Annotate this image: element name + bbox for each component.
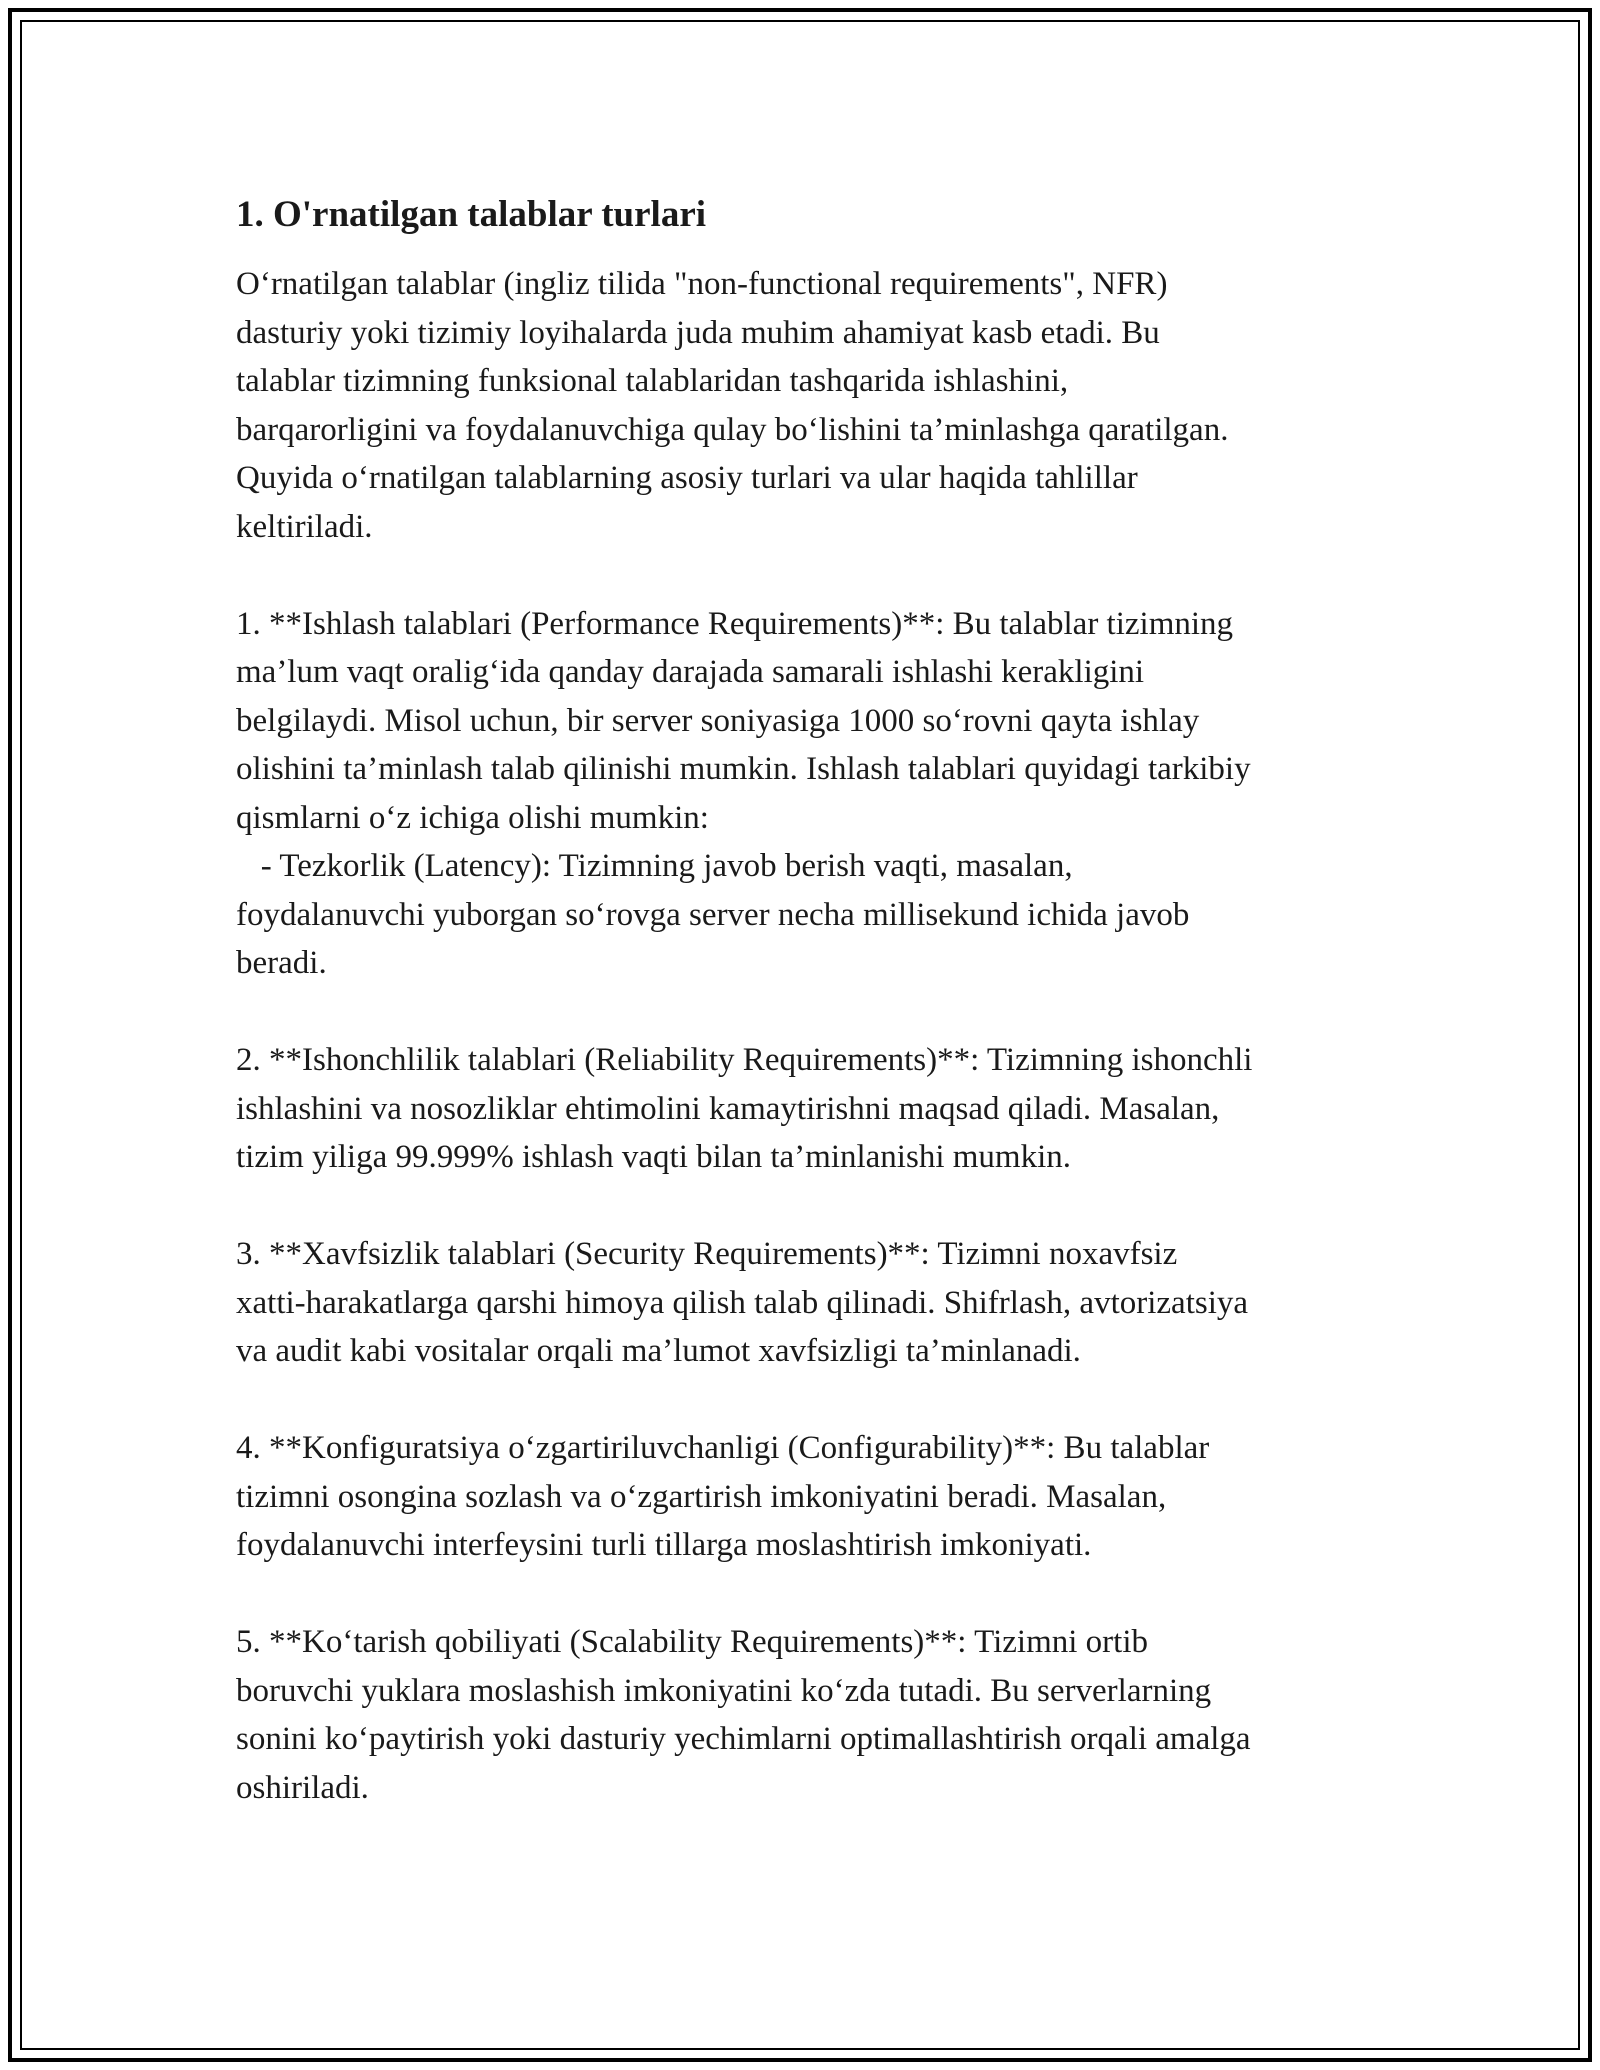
text-line xyxy=(236,1376,1386,1425)
text-line: oshiriladi. xyxy=(236,1769,369,1806)
document-body xyxy=(236,190,1386,1812)
text-line: talablar tizimning funksional talablaridan tashqarida ishlashini, xyxy=(236,363,1069,399)
text-line: foydalanuvchi interfeysini turli tillarga moslashtirish imkoniyati. xyxy=(236,1527,1092,1563)
text-line: dasturiy yoki tizimiy loyihalarda juda muhim ahamiyat kasb etadi. Bu xyxy=(236,314,1160,351)
text-line: olishini ta’minlash talab qilinishi mumkin. Ishlash talablari quyidagi tarkibiy xyxy=(236,751,1251,787)
text-line xyxy=(236,1570,1386,1619)
text-line: boruvchi yuklara moslashish imkoniyatini ko‘zda tutadi. Bu serverlarning xyxy=(236,1672,1212,1709)
text-line: va audit kabi vositalar orqali ma’lumot xavfsizligi ta’minlanadi. xyxy=(236,1333,1081,1369)
text-line xyxy=(236,988,1386,1037)
text-line: ishlashini va nosozliklar ehtimolini kamaytirishni maqsad qiladi. Masalan, xyxy=(236,1090,1220,1127)
text-line: sonini ko‘paytirish yoki dasturiy yechimlarni optimallashtirish orqali amalga xyxy=(236,1721,1251,1757)
text-line: 4. **Konfiguratsiya o‘zgartiriluvchanligi (Configurability)**: Bu talablar xyxy=(236,1430,1210,1466)
text-line: 3. **Xavfsizlik talablari (Security Requirements)**: Tizimni noxavfsiz xyxy=(236,1236,1178,1272)
text-line: qismlarni o‘z ichiga olishi mumkin: xyxy=(236,799,709,836)
text-line: - Tezkorlik (Latency): Tizimning javob berish vaqti, masalan, xyxy=(236,848,1073,884)
text-line: ma’lum vaqt oralig‘ida qanday darajada samarali ishlashi kerakligini xyxy=(236,654,1145,690)
document-title: 1. O'rnatilgan talablar turlari xyxy=(236,194,707,235)
text-line: xatti-harakatlarga qarshi himoya qilish talab qilinadi. Shifrlash, avtorizatsiya xyxy=(236,1284,1249,1321)
text-line: belgilaydi. Misol uchun, bir server soniyasiga 1000 so‘rovni qayta ishlay xyxy=(236,702,1200,739)
text-line: 2. **Ishonchlilik talablari (Reliability Requirements)**: Tizimning ishonchli xyxy=(236,1042,1253,1078)
text-line: O‘rnatilgan talablar (ingliz tilida "non-functional requirements", NFR) xyxy=(236,266,1168,302)
text-line xyxy=(236,551,1386,600)
document-text xyxy=(236,260,1386,1812)
text-line: tizim yiliga 99.999% ishlash vaqti bilan ta’minlanishi mumkin. xyxy=(236,1139,1071,1175)
text-line: barqarorligini va foydalanuvchiga qulay bo‘lishini ta’minlashga qaratilgan. xyxy=(236,411,1229,448)
text-line: Quyida o‘rnatilgan talablarning asosiy turlari va ular haqida tahlillar xyxy=(236,460,1138,496)
text-line: beradi. xyxy=(236,945,327,981)
text-line: tizimni osongina sozlash va o‘zgartirish imkoniyatini beradi. Masalan, xyxy=(236,1478,1167,1515)
text-line: 5. **Ko‘tarish qobiliyati (Scalability Requirements)**: Tizimni ortib xyxy=(236,1624,1148,1660)
text-line xyxy=(236,1182,1386,1231)
text-line: foydalanuvchi yuborgan so‘rovga server necha millisekund ichida javob xyxy=(236,896,1190,933)
text-line: keltiriladi. xyxy=(236,508,373,545)
text-line: 1. **Ishlash talablari (Performance Requirements)**: Bu talablar tizimning xyxy=(236,605,1234,642)
